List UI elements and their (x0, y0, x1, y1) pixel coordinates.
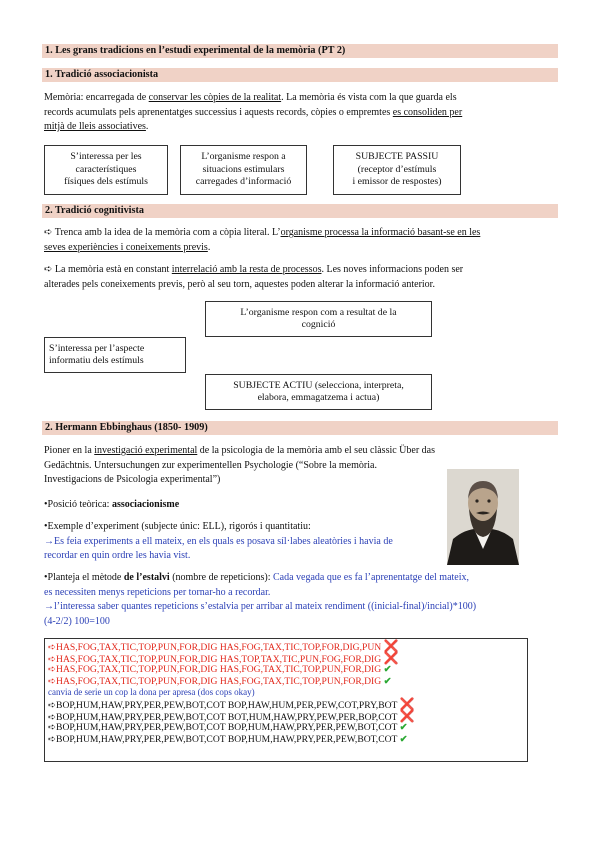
syllable-line-bop-3: ➪BOP,HUM,HAW,PRY,PER,PEW,BOT,COT BOP,HUM,HAW,PRY,PER,PEW,BOT,COT ✔ (48, 722, 408, 734)
ebbinghaus-intro: Pioner en la investigació experimental de la psicologia de la memòria amb el seu clàssic Über das Gedächtnis. Untersuchungen zur experimentellen Psychologie (“Sobre la memòria. Investigacions de Psicologia experimental”) (44, 445, 435, 485)
box-informative-aspect: S’interessa per l’aspecte informatiu dels estímuls (44, 337, 186, 373)
check-icon: ✔ (383, 675, 392, 687)
experiment-example: •Exemple d’experiment (subjecte únic: ELL), rigorós i quantitatiu: →Es feia experiments a ell mateix, en els quals es posava síl·labes aleatòries i havia de recordar en quin ordre les havia vist. (44, 521, 393, 561)
subheading-cognitivist: 2. Tradició cognitivista (42, 204, 558, 218)
subheading-associationist: 1. Tradició associacionista (42, 68, 558, 82)
check-icon: ✔ (399, 722, 408, 734)
syllable-line-has-3: ➪HAS,FOG,TAX,TIC,TOP,PUN,FOR,DIG HAS,FOG,TAX,TIC,TOP,PUN,FOR,DIG ✔ (48, 664, 392, 676)
subheading-ebbinghaus: 2. Hermann Ebbinghaus (1850- 1909) (42, 421, 558, 435)
syllable-sequences-box (44, 638, 528, 762)
box-passive-subject: SUBJECTE PASSIU (receptor d’estímuls i emissor de respostes) (333, 145, 461, 195)
syllable-line-has-4: ➪HAS,FOG,TAX,TIC,TOP,PUN,FOR,DIG HAS,FOG,TAX,TIC,TOP,PUN,FOR,DIG ✔ (48, 675, 392, 687)
check-icon: ✔ (399, 733, 408, 745)
box-physical-stimuli: S’interessa per les característiques físiques dels estímuls (44, 145, 168, 195)
syllable-line-bop-1: ➪BOP,HUM,HAW,PRY,PER,PEW,BOT,COT BOP,HAW,HUM,PER,PEW,COT,PRY,BOT ❌ (48, 696, 415, 711)
syllable-line-has-1: ➪HAS,FOG,TAX,TIC,TOP,PUN,FOR,DIG HAS,FOG,TAX,TIC,TOP,FOR,DIG,PUN ❌ (48, 639, 399, 653)
cognitivist-paragraph-1: ➪ Trenca amb la idea de la memòria com a còpia literal. L’organisme processa la informació basant-se en les seves experiències i coneixements previs. (44, 227, 481, 253)
savings-method: •Planteja el mètode de l’estalvi (nombre de repeticions): Cada vegada que es fa l’aprenentatge del mateix, es necessiten menys repeticions per tornar-ho a recordar. →l’interessa saber quantes repeticions s’estalvia per arribar al mateix rendiment ((inicial-final)/incial)*100) (4-2/2) 100=100 (44, 572, 477, 627)
box-cognition-response: L’organisme respon com a resultat de la cognició (205, 301, 432, 337)
cross-icon: ❌ (399, 696, 415, 711)
syllable-line-bop-2: ➪BOP,HUM,HAW,PRY,PER,PEW,BOT,COT BOT,HUM,HAW,PRY,PEW,PER,BOP,COT ❌ (48, 708, 415, 723)
syllable-line-has-2: ➪HAS,FOG,TAX,TIC,TOP,PUN,FOR,DIG HAS,TOP,TAX,TIC,PUN,FOG,FOR,DIG ❌ (48, 650, 399, 665)
ebbinghaus-portrait (447, 469, 519, 565)
main-heading: 1. Les grans tradicions en l’estudi experimental de la memòria (PT 2) (42, 44, 558, 58)
box-active-subject: SUBJECTE ACTIU (selecciona, interpreta, elabora, emmagatzema i actua) (205, 374, 432, 410)
associationist-paragraph: Memòria: encarregada de conservar les còpies de la realitat. La memòria és vista com la que guarda els records acumulats pels aprenentatges successius i aquests records, còpies o empremtes es consoliden per mitjà de lleis associatives. (44, 92, 463, 132)
check-icon: ✔ (383, 664, 392, 676)
cross-icon: ❌ (383, 639, 399, 653)
arrow-icon: ➪ (44, 264, 53, 275)
cognitivist-paragraph-2: ➪ La memòria està en constant interrelació amb la resta de processos. Les noves informacions poden ser alterades pels coneixements previs, però al seu torn, aquestes poden alterar la informació anterior. (44, 264, 464, 290)
cross-icon: ❌ (399, 708, 415, 723)
portrait-image (447, 469, 519, 565)
theoretical-position: •Posició teòrica: associacionisme (44, 499, 180, 510)
cross-icon: ❌ (383, 650, 399, 665)
series-change-note: canvia de serie un cop la dona per apresa (dos cops okay) (48, 687, 255, 698)
syllable-line-bop-4: ➪BOP,HUM,HAW,PRY,PER,PEW,BOT,COT BOP,HUM,HAW,PRY,PER,PEW,BOT,COT ✔ (48, 733, 408, 745)
box-organism-responds: L’organisme respon a situacions estimulars carregades d’informació (180, 145, 307, 195)
arrow-icon: ➪ (44, 227, 53, 238)
